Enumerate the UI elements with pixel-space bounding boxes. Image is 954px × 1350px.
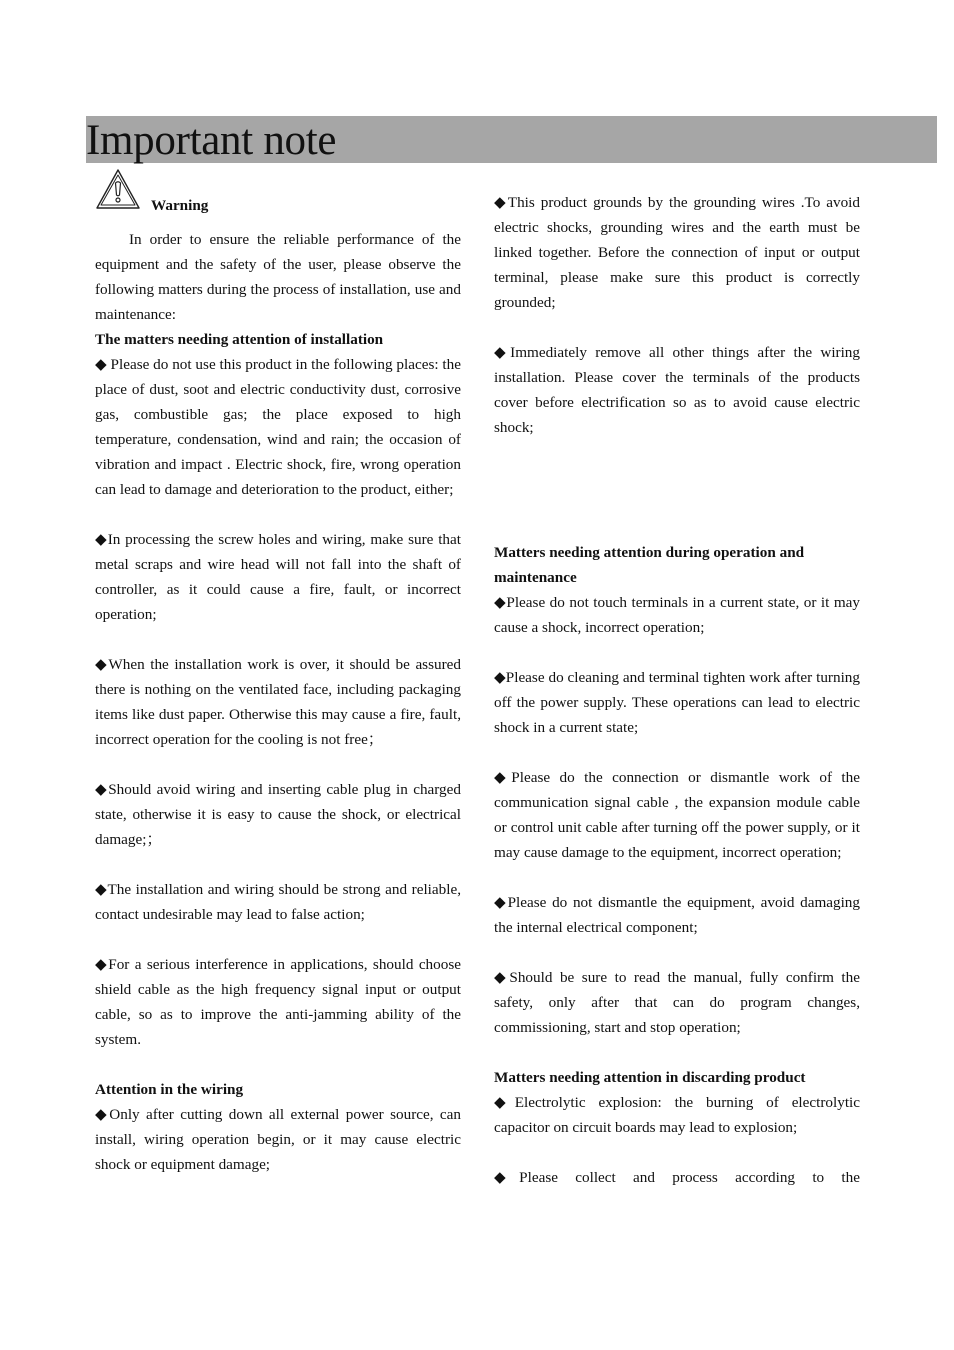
- intro-paragraph: In order to ensure the reliable performance of the equipment and the safety of the user, please observe the following matters during the process of installation, use and maintenance:: [95, 231, 461, 323]
- warning-label: Warning: [151, 197, 209, 214]
- operation-note-5: ◆Should be sure to read the manual, fully confirm the safety, only after that can do program changes, commissioning, start and stop operation;: [494, 969, 860, 1036]
- right-column: [494, 190, 860, 1190]
- discard-note-2: ◆Please collect and process according to the: [494, 1169, 860, 1186]
- install-note-1: ◆ Please do not use this product in the following places: the place of dust, soot and electric conductivity dust, corrosive gas, combustible gas; the place exposed to high temperature, condensation, wind and rain; the occasion of vibration and impact . Electric shock, fire, wrong operation can lead to damage and deterioration to the product, either;: [95, 356, 461, 498]
- discard-heading: Matters needing attention in discarding product: [494, 1069, 806, 1086]
- install-note-5: ◆The installation and wiring should be strong and reliable, contact undesirable may lead to false action;: [95, 881, 461, 923]
- operation-note-1: ◆Please do not touch terminals in a current state, or it may cause a shock, incorrect operation;: [494, 594, 860, 636]
- cover-terminals-note: ◆Immediately remove all other things after the wiring installation. Please cover the terminals of the products cover before electrification so as to avoid cause electric shock;: [494, 344, 860, 436]
- warning-triangle-icon: [95, 167, 141, 211]
- install-note-3: ◆When the installation work is over, it should be assured there is nothing on the ventilated face, including packaging items like dust paper. Otherwise this may cause a fire, fault, incorrect operation for the cooling is not free；: [95, 656, 461, 748]
- install-note-2: ◆In processing the screw holes and wiring, make sure that metal scraps and wire head will not fall into the shaft of controller, as it could cause a fire, fault, or incorrect operation;: [95, 531, 461, 623]
- wiring-note-1: ◆Only after cutting down all external power source, can install, wiring operation begin, or it may cause electric shock or equipment damage;: [95, 1106, 461, 1173]
- install-note-4: ◆Should avoid wiring and inserting cable plug in charged state, otherwise it is easy to cause the shock, or electrical damage;；: [95, 781, 461, 848]
- operation-note-3: ◆Please do the connection or dismantle work of the communication signal cable , the expansion module cable or control unit cable after turning off the power supply, or it may cause damage to the equipment, incorrect operation;: [494, 769, 860, 861]
- title-bar: [86, 116, 937, 163]
- operation-note-2: ◆Please do cleaning and terminal tighten work after turning off the power supply. These operations can lead to electric shock in a current state;: [494, 669, 860, 736]
- installation-heading: The matters needing attention of installation: [95, 331, 384, 348]
- warning-header: [95, 190, 461, 227]
- operation-note-4: ◆Please do not dismantle the equipment, avoid damaging the internal electrical component;: [494, 894, 860, 936]
- grounding-note: ◆This product grounds by the grounding wires .To avoid electric shocks, grounding wires and the earth must be linked together. Before the connection of input or output terminal, please make sure this product is correctly grounded;: [494, 194, 860, 311]
- page-title: Important note: [86, 117, 337, 164]
- wiring-heading: Attention in the wiring: [95, 1081, 244, 1098]
- discard-note-1: ◆Electrolytic explosion: the burning of electrolytic capacitor on circuit boards may lead to explosion;: [494, 1094, 860, 1136]
- install-note-6: ◆For a serious interference in applications, should choose shield cable as the high frequency signal input or output cable, so as to improve the anti-jamming ability of the system.: [95, 956, 461, 1048]
- operation-heading: Matters needing attention during operation and maintenance: [494, 544, 805, 586]
- left-column: [95, 190, 461, 1177]
